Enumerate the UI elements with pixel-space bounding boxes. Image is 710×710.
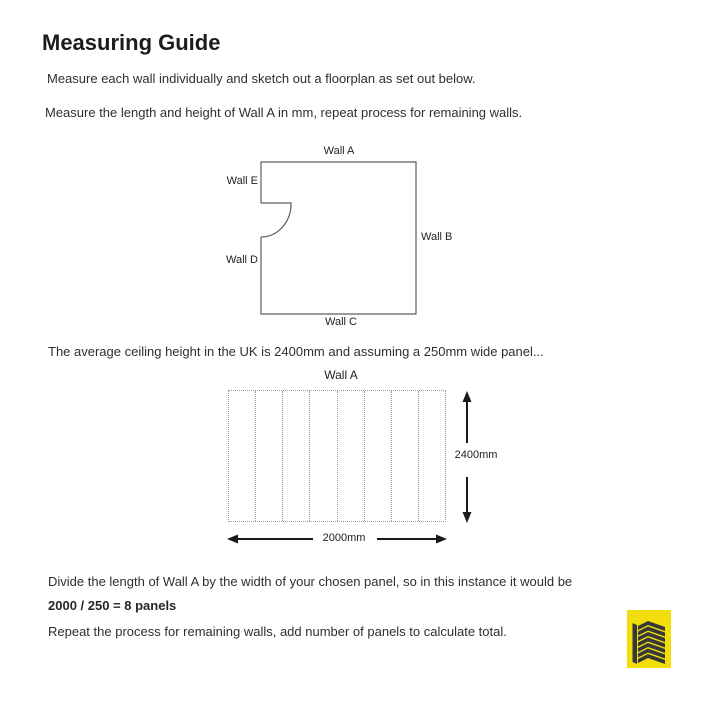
floorplan-label-wall-a: Wall A — [323, 145, 355, 157]
panel-cell — [337, 391, 364, 521]
panel-diagram-title: Wall A — [324, 368, 358, 382]
panel-cell — [282, 391, 309, 521]
width-dimension-label: 2000mm — [322, 532, 366, 544]
floorplan-label-wall-e: Wall E — [226, 175, 258, 187]
intro-text: Measure each wall individually and sketch out a floorplan as set out below. — [47, 71, 476, 86]
panel-cell — [229, 391, 255, 521]
panel-cell — [364, 391, 391, 521]
floorplan-outline — [261, 162, 416, 314]
panel-formula-text: 2000 / 250 = 8 panels — [48, 598, 177, 613]
page-title: Measuring Guide — [42, 30, 221, 55]
door-swing-arc — [261, 203, 291, 237]
floorplan-label-wall-d: Wall D — [226, 254, 258, 266]
panel-cell — [255, 391, 282, 521]
ceiling-height-text: The average ceiling height in the UK is 2400mm and assuming a 250mm wide panel... — [48, 344, 544, 359]
repeat-instruction-text: Repeat the process for remaining walls, add number of panels to calculate total. — [48, 624, 507, 639]
measure-instruction-text: Measure the length and height of Wall A in mm, repeat process for remaining walls. — [45, 105, 523, 120]
stacked-panels-logo — [627, 610, 671, 668]
panel-cell — [391, 391, 418, 521]
divide-instruction-text: Divide the length of Wall A by the width of your chosen panel, so in this instance it would be — [48, 574, 573, 589]
height-dimension-label: 2400mm — [454, 449, 498, 461]
floorplan-label-wall-b: Wall B — [421, 231, 453, 243]
panel-row — [228, 390, 446, 522]
floorplan-label-wall-c: Wall C — [325, 316, 357, 328]
panel-cell — [418, 391, 445, 521]
panel-cell — [309, 391, 336, 521]
